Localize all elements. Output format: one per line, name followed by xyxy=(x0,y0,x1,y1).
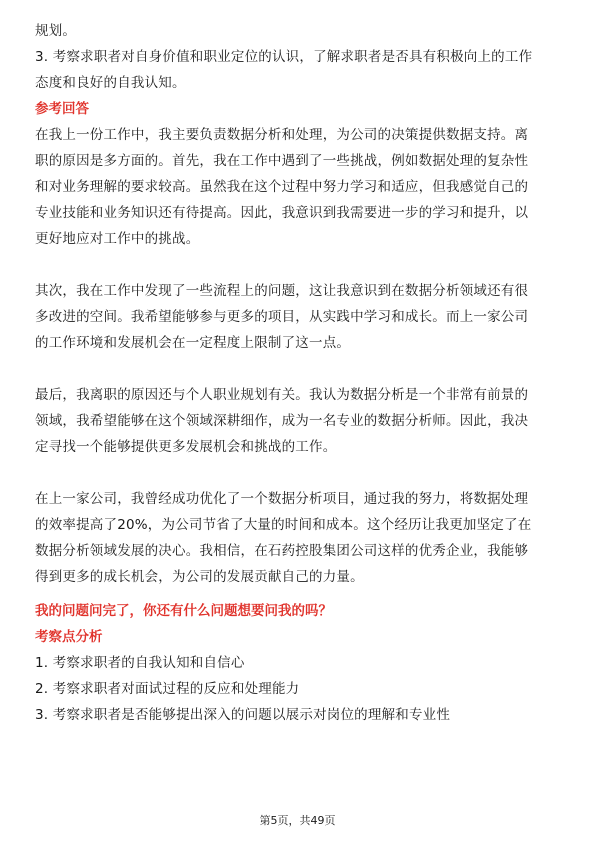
analysis-point: 1. 考察求职者的自我认知和自信心 xyxy=(35,655,245,671)
answer-paragraph xyxy=(35,278,560,356)
page-number: 第5页，共49页 xyxy=(259,814,336,827)
paragraph-line: 最后，我离职的原因还与个人职业规划有关。我认为数据分析是一个非常有前景的 xyxy=(35,387,529,403)
paragraph-line: 定寻找一个能够提供更多发展机会和挑战的工作。 xyxy=(35,439,337,455)
paragraph-line: 多改进的空间。我希望能够参与更多的项目，从实践中学习和成长。而上一家公司 xyxy=(35,309,529,325)
paragraph-line: 数据分析领域发展的决心。我相信，在石药控股集团公司这样的优秀企业，我能够 xyxy=(35,543,529,559)
intro-line: 态度和良好的自我认知。 xyxy=(35,75,186,91)
intro-line: 3. 考察求职者对自身价值和职业定位的认识，了解求职者是否具有积极向上的工作 xyxy=(35,49,533,65)
answer-paragraph xyxy=(35,122,560,252)
paragraph-line: 专业技能和业务知识还有待提高。因此，我意识到我需要进一步的学习和提升，以 xyxy=(35,205,529,221)
document-page xyxy=(35,18,560,728)
paragraph-line: 得到更多的成长机会，为公司的发展贡献自己的力量。 xyxy=(35,569,364,585)
paragraph-line: 其次，我在工作中发现了一些流程上的问题，这让我意识到在数据分析领域还有很 xyxy=(35,283,529,299)
answer-paragraph xyxy=(35,382,560,460)
paragraph-line: 的效率提高了20%，为公司节省了大量的时间和成本。这个经历让我更加坚定了在 xyxy=(35,517,532,533)
paragraph-line: 在我上一份工作中，我主要负责数据分析和处理，为公司的决策提供数据支持。离 xyxy=(35,127,529,143)
paragraph-line: 职的原因是多方面的。首先，我在工作中遇到了一些挑战，例如数据处理的复杂性 xyxy=(35,153,529,169)
answer-heading: 参考回答 xyxy=(35,101,89,117)
paragraph-line: 和对业务理解的要求较高。虽然我在这个过程中努力学习和适应，但我感觉自己的 xyxy=(35,179,529,195)
analysis-point: 3. 考察求职者是否能够提出深入的问题以展示对岗位的理解和专业性 xyxy=(35,707,451,723)
question-title: 我的问题问完了，你还有什么问题想要问我的吗？ xyxy=(35,603,332,619)
paragraph-line: 在上一家公司，我曾经成功优化了一个数据分析项目，通过我的努力，将数据处理 xyxy=(35,491,529,507)
paragraph-line: 更好地应对工作中的挑战。 xyxy=(35,231,200,247)
analysis-heading: 考察点分析 xyxy=(35,629,103,645)
paragraph-line: 领域，我希望能够在这个领域深耕细作，成为一名专业的数据分析师。因此，我决 xyxy=(35,413,529,429)
analysis-point: 2. 考察求职者对面试过程的反应和处理能力 xyxy=(35,681,300,697)
paragraph-line: 的工作环境和发展机会在一定程度上限制了这一点。 xyxy=(35,335,351,351)
intro-line: 规划。 xyxy=(35,23,77,39)
answer-paragraph xyxy=(35,486,560,590)
